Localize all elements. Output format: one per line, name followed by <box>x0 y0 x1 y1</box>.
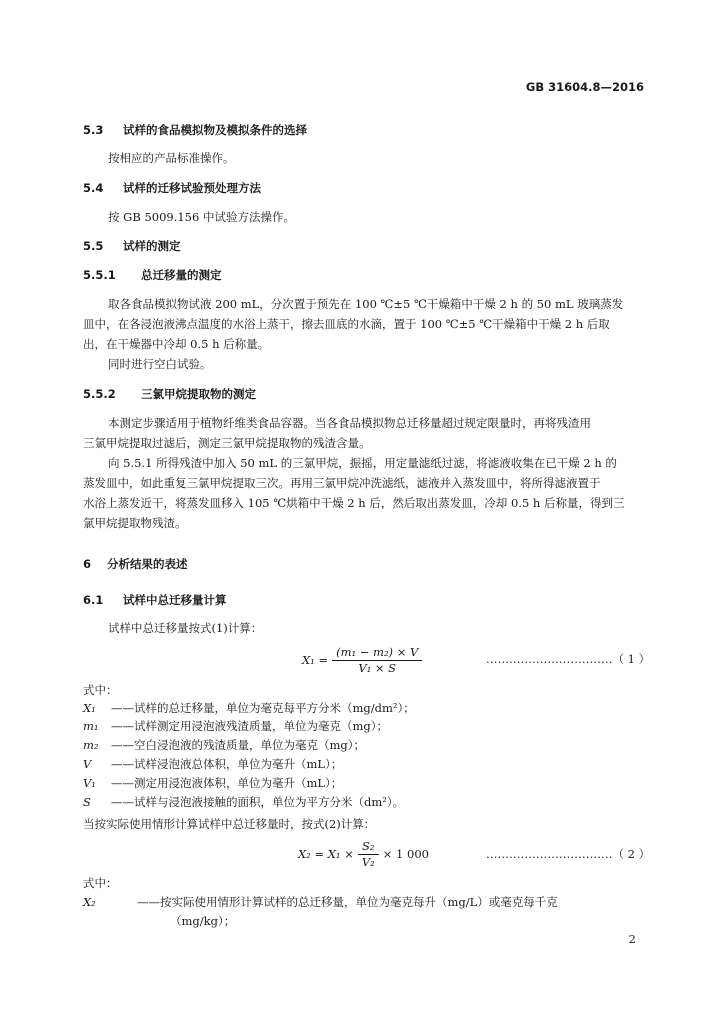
formula-numerator: (m₁ − m₂) × V <box>332 645 422 661</box>
section-number: 6.1 <box>83 593 104 607</box>
formula-denominator: V₁ × S <box>358 660 397 675</box>
variable-description: ——测定用浸泡液体积，单位为毫升（mL）； <box>111 776 343 790</box>
variable-description: ——试样浸泡液总体积，单位为毫升（mL）； <box>111 757 343 771</box>
variable-description: ——试样的总迁移量，单位为毫克每平方分米（mg/dm²）； <box>111 701 415 715</box>
variable-symbol: V <box>83 757 92 771</box>
where-label: 式中： <box>83 876 118 890</box>
page-number: 2 <box>628 932 636 946</box>
variable-definition <box>83 756 342 772</box>
variable-symbol: m₂ <box>83 738 99 752</box>
section-title: 试样中总迁移量计算 <box>123 593 227 607</box>
variable-description-continued: （mg/kg）； <box>170 914 236 928</box>
section-6-heading <box>83 556 188 572</box>
variable-description: ——空白浸泡液的残渣质量，单位为毫克（mg）； <box>111 738 366 752</box>
formula-2-intro: 当按实际使用情形计算试样中总迁移量时，按式(2)计算： <box>83 817 376 831</box>
section-number: 5.4 <box>83 181 104 195</box>
section-number: 5.5.1 <box>83 268 116 282</box>
paragraph-line: 三氯甲烷提取过滤后，测定三氯甲烷提取物的残渣含量。 <box>83 436 371 450</box>
section-number: 5.5 <box>83 239 104 253</box>
formula-1-number: ……………………………（ 1 ） <box>486 652 651 666</box>
formula-lhs: X₁ = <box>302 653 329 667</box>
section-title: 三氯甲烷提取物的测定 <box>141 387 256 401</box>
section-number: 5.3 <box>83 123 104 137</box>
paragraph-line: 皿中，在各浸泡液沸点温度的水浴上蒸干，擦去皿底的水滴，置于 100 ℃±5 ℃干燥箱中干燥 2 h 后取 <box>83 317 610 331</box>
variable-symbol: m₁ <box>83 719 99 733</box>
variable-symbol: X₁ <box>83 701 96 715</box>
section-5-5-heading <box>83 238 181 254</box>
variable-symbol: X₂ <box>83 895 96 909</box>
variable-definition <box>83 700 415 716</box>
paragraph-line: 蒸发皿中，如此重复三氯甲烷提取三次。再用三氯甲烷冲洗滤纸，滤液并入蒸发皿中，将所得滤液置于 <box>83 476 601 490</box>
formula-tail: × 1 000 <box>382 847 429 861</box>
paragraph-line: 出，在干燥器中冷却 0.5 h 后称量。 <box>83 337 270 351</box>
paragraph-line: 同时进行空白试验。 <box>108 357 212 371</box>
paragraph-line: 氯甲烷提取物残渣。 <box>83 516 187 530</box>
section-5-3-heading <box>83 122 307 138</box>
section-number: 6 <box>83 557 92 571</box>
paragraph-line: 水浴上蒸发近干，将蒸发皿移入 105 ℃烘箱中干燥 2 h 后，然后取出蒸发皿，冷却 0.5 h 后称量，得到三 <box>83 496 625 510</box>
variable-definition <box>83 718 388 734</box>
paragraph-line: 向 5.5.1 所得残渣中加入 50 mL 的三氯甲烷，振摇，用定量滤纸过滤，将滤液收集在已干燥 2 h 的 <box>108 456 617 470</box>
section-title: 分析结果的表述 <box>107 557 188 571</box>
formula-lhs: X₂ = X₁ × <box>298 847 354 861</box>
variable-definition <box>83 894 558 910</box>
section-5-3-body: 按相应的产品标准操作。 <box>108 151 235 165</box>
formula-denominator: V₂ <box>361 854 375 869</box>
paragraph-line: 本测定步骤适用于植物纤维类食品容器。当各食品模拟物总迁移量超过规定限量时，再将残渣用 <box>108 416 591 430</box>
variable-symbol: V₁ <box>83 776 96 790</box>
section-5-4-body: 按 GB 5009.156 中试验方法操作。 <box>108 210 295 224</box>
formula-fraction <box>332 645 422 676</box>
variable-definition <box>83 794 404 810</box>
section-number: 5.5.2 <box>83 387 116 401</box>
variable-description: ——试样测定用浸泡液残渣质量，单位为毫克（mg）； <box>111 719 389 733</box>
variable-symbol: S <box>83 795 91 809</box>
section-5-5-2-heading <box>83 386 256 402</box>
formula-numerator: S₂ <box>358 839 379 855</box>
variable-description: ——试样与浸泡液接触的面积，单位为平方分米（dm²）。 <box>111 795 405 809</box>
standard-number: GB 31604.8—2016 <box>525 80 644 94</box>
section-6-1-heading <box>83 592 227 608</box>
variable-definition <box>83 737 365 753</box>
formula-2-number: ……………………………（ 2 ） <box>486 847 651 861</box>
section-title: 总迁移量的测定 <box>141 268 222 282</box>
section-5-5-1-heading <box>83 267 222 283</box>
where-label: 式中： <box>83 683 118 697</box>
section-title: 试样的迁移试验预处理方法 <box>123 181 261 195</box>
formula-1-intro: 试样中总迁移量按式(1)计算： <box>108 621 263 635</box>
section-5-4-heading <box>83 180 261 196</box>
formula-fraction <box>358 839 379 870</box>
section-title: 试样的测定 <box>123 239 181 253</box>
section-title: 试样的食品模拟物及模拟条件的选择 <box>123 123 307 137</box>
variable-description: ——按实际使用情形计算试样的总迁移量，单位为毫克每升（mg/L）或毫克每千克 <box>137 895 558 909</box>
variable-definition <box>83 775 342 791</box>
paragraph-line: 取各食品模拟物试液 200 mL，分次置于预先在 100 ℃±5 ℃干燥箱中干燥 2 h 的 50 mL 玻璃蒸发 <box>108 297 624 311</box>
